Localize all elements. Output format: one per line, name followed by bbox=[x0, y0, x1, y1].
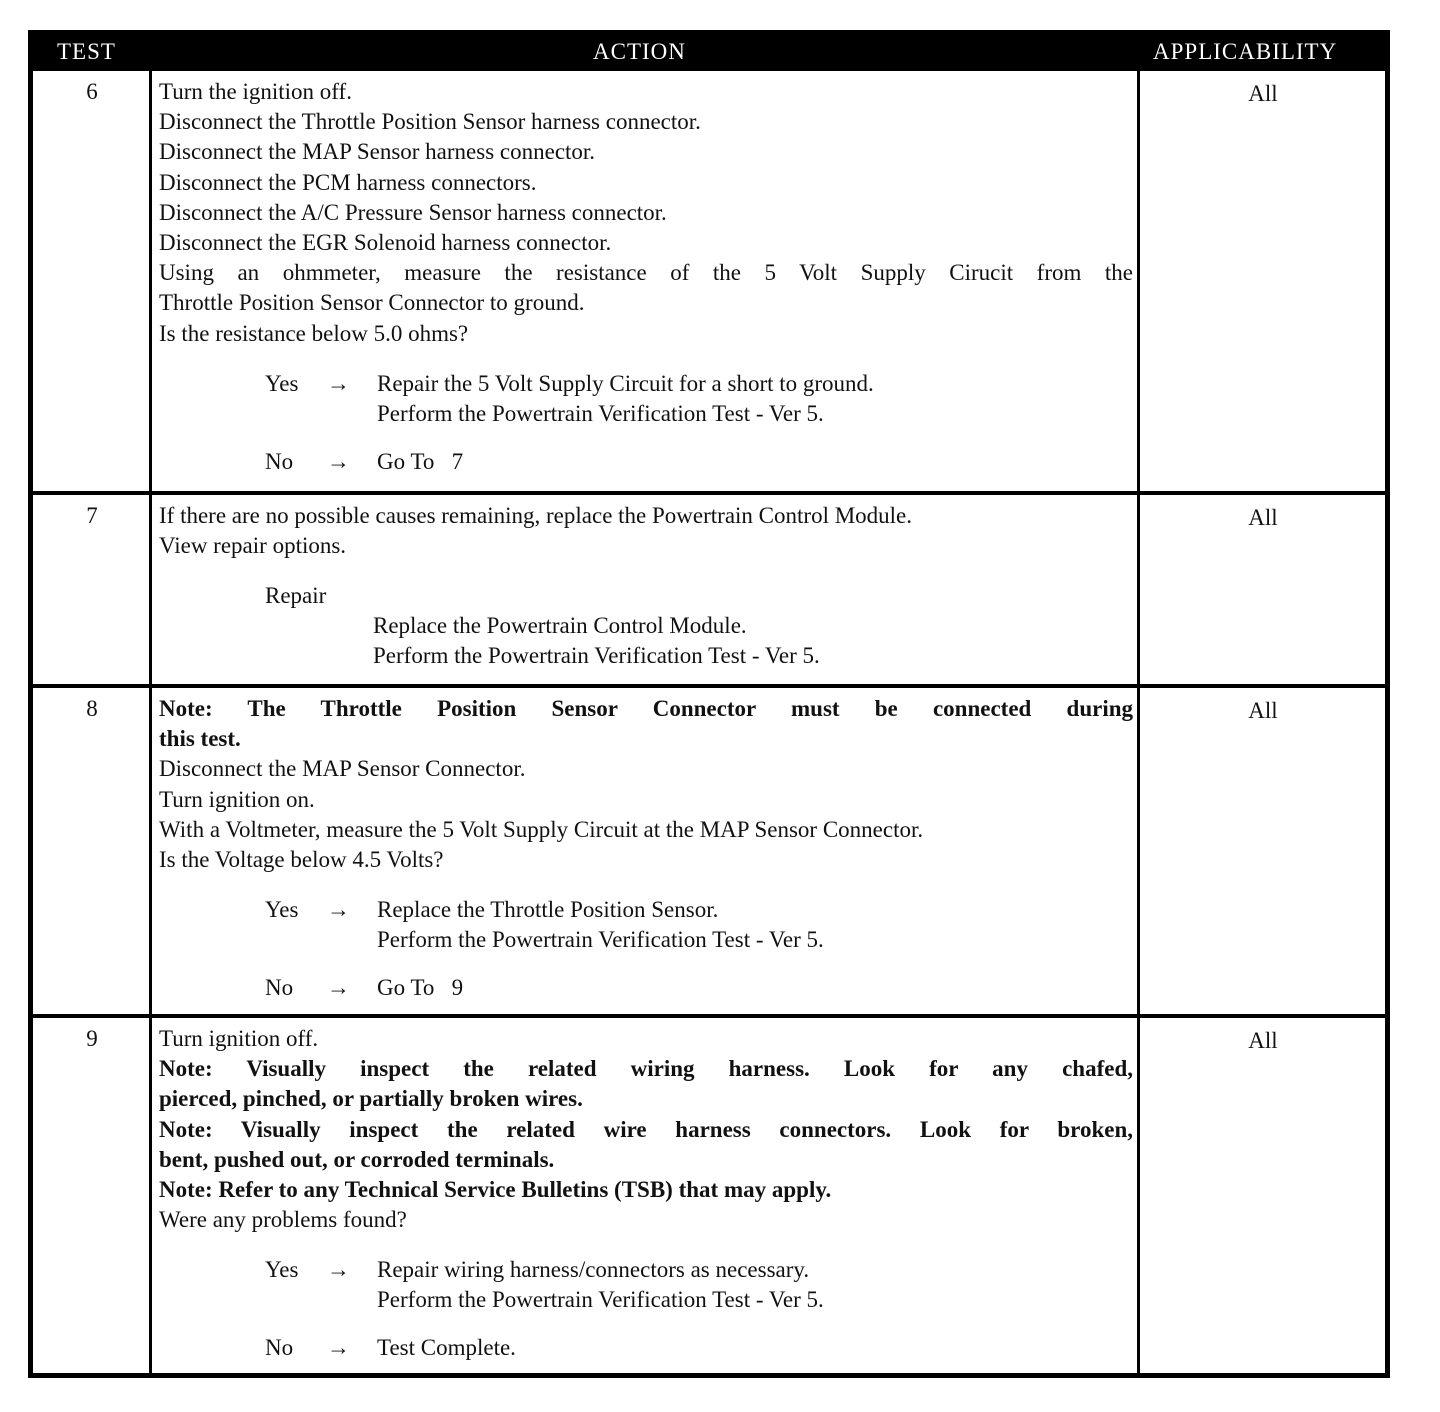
yes-result: Repair wiring harness/connectors as necessary. bbox=[377, 1257, 810, 1283]
yes-label: Yes bbox=[265, 370, 299, 396]
action-cell bbox=[159, 694, 1133, 1003]
table-row-test-8 bbox=[33, 684, 1385, 1014]
diagnostic-table bbox=[28, 30, 1390, 1378]
action-line: Turn the ignition off. bbox=[159, 79, 352, 104]
no-result: Go To 7 bbox=[377, 448, 464, 474]
action-line: With a Voltmeter, measure the 5 Volt Supply Circuit at the MAP Sensor Connector. bbox=[159, 816, 924, 842]
arrow-icon: → bbox=[327, 897, 350, 923]
table-row-test-6 bbox=[33, 71, 1385, 491]
applicability-value: All bbox=[1248, 698, 1278, 723]
note-line: this test. bbox=[159, 726, 241, 752]
note-line: Note: Visually inspect the related wire harness connectors. Look for broken, bbox=[159, 1116, 1133, 1142]
no-result: Go To 9 bbox=[377, 975, 464, 1001]
yes-result-continued: Perform the Powertrain Verification Test - Ver 5. bbox=[377, 927, 824, 953]
yes-option bbox=[159, 895, 1133, 925]
yes-option bbox=[159, 1255, 1133, 1285]
yes-option bbox=[159, 369, 1133, 399]
action-line: Disconnect the MAP Sensor harness connector. bbox=[159, 139, 596, 165]
action-line: Disconnect the EGR Solenoid harness connector. bbox=[159, 230, 612, 256]
yes-label: Yes bbox=[265, 897, 299, 923]
action-line: Using an ohmmeter, measure the resistance of the 5 Volt Supply Cirucit from the bbox=[159, 260, 1133, 286]
yes-result: Replace the Throttle Position Sensor. bbox=[377, 897, 719, 923]
question-line: Were any problems found? bbox=[159, 1207, 407, 1233]
header-test: TEST bbox=[57, 39, 116, 64]
action-line: View repair options. bbox=[159, 533, 347, 559]
note-line: bent, pushed out, or corroded terminals. bbox=[159, 1146, 555, 1172]
action-cell bbox=[159, 501, 1133, 671]
applicability-value: All bbox=[1248, 505, 1278, 530]
yes-label: Yes bbox=[265, 1257, 299, 1283]
action-line: If there are no possible causes remaining, replace the Powertrain Control Module. bbox=[159, 503, 913, 528]
arrow-icon: → bbox=[327, 1257, 350, 1283]
arrow-icon: → bbox=[327, 975, 350, 1001]
no-option bbox=[159, 973, 1133, 1003]
action-line: Is the resistance below 5.0 ohms? bbox=[159, 320, 469, 346]
no-label: No bbox=[265, 448, 294, 474]
repair-step: Perform the Powertrain Verification Test - Ver 5. bbox=[373, 643, 820, 669]
note-line: Note: The Throttle Position Sensor Connector must be connected during bbox=[159, 696, 1133, 721]
applicability-value: All bbox=[1248, 1028, 1278, 1053]
yes-result-continued: Perform the Powertrain Verification Test - Ver 5. bbox=[377, 400, 824, 426]
no-label: No bbox=[265, 1335, 294, 1361]
action-line: Disconnect the Throttle Position Sensor harness connector. bbox=[159, 109, 701, 135]
no-result: Test Complete. bbox=[377, 1335, 516, 1361]
yes-result-continued: Perform the Powertrain Verification Test - Ver 5. bbox=[377, 1287, 824, 1313]
action-line: Disconnect the PCM harness connectors. bbox=[159, 169, 537, 195]
action-cell bbox=[159, 1024, 1133, 1363]
repair-step: Replace the Powertrain Control Module. bbox=[373, 613, 747, 639]
action-line: Throttle Position Sensor Connector to ground. bbox=[159, 290, 585, 316]
action-cell bbox=[159, 77, 1133, 477]
header-action: ACTION bbox=[593, 39, 686, 64]
applicability-value: All bbox=[1248, 81, 1278, 106]
action-line: Disconnect the MAP Sensor Connector. bbox=[159, 756, 526, 782]
action-line: Is the Voltage below 4.5 Volts? bbox=[159, 847, 444, 873]
table-row-test-7 bbox=[33, 491, 1385, 684]
note-line: pierced, pinched, or partially broken wires. bbox=[159, 1086, 583, 1112]
arrow-icon: → bbox=[327, 370, 350, 396]
test-number: 6 bbox=[86, 79, 98, 104]
action-line: Turn ignition off. bbox=[159, 1026, 319, 1051]
test-number: 7 bbox=[86, 503, 98, 528]
table-row-test-9 bbox=[33, 1014, 1385, 1373]
header-applicability: APPLICABILITY bbox=[1153, 39, 1338, 64]
yes-result: Repair the 5 Volt Supply Circuit for a short to ground. bbox=[377, 370, 874, 396]
action-line: Disconnect the A/C Pressure Sensor harness connector. bbox=[159, 199, 667, 225]
action-line: Turn ignition on. bbox=[159, 786, 315, 812]
no-option bbox=[159, 447, 1133, 477]
no-option bbox=[159, 1333, 1133, 1363]
arrow-icon: → bbox=[327, 448, 350, 474]
test-number: 9 bbox=[86, 1026, 98, 1051]
repair-label: Repair bbox=[265, 583, 327, 609]
test-number: 8 bbox=[86, 696, 98, 721]
note-line: Note: Visually inspect the related wiring harness. Look for any chafed, bbox=[159, 1056, 1133, 1082]
arrow-icon: → bbox=[327, 1335, 350, 1361]
table-header bbox=[33, 35, 1385, 71]
no-label: No bbox=[265, 975, 294, 1001]
note-line: Note: Refer to any Technical Service Bulletins (TSB) that may apply. bbox=[159, 1177, 832, 1203]
